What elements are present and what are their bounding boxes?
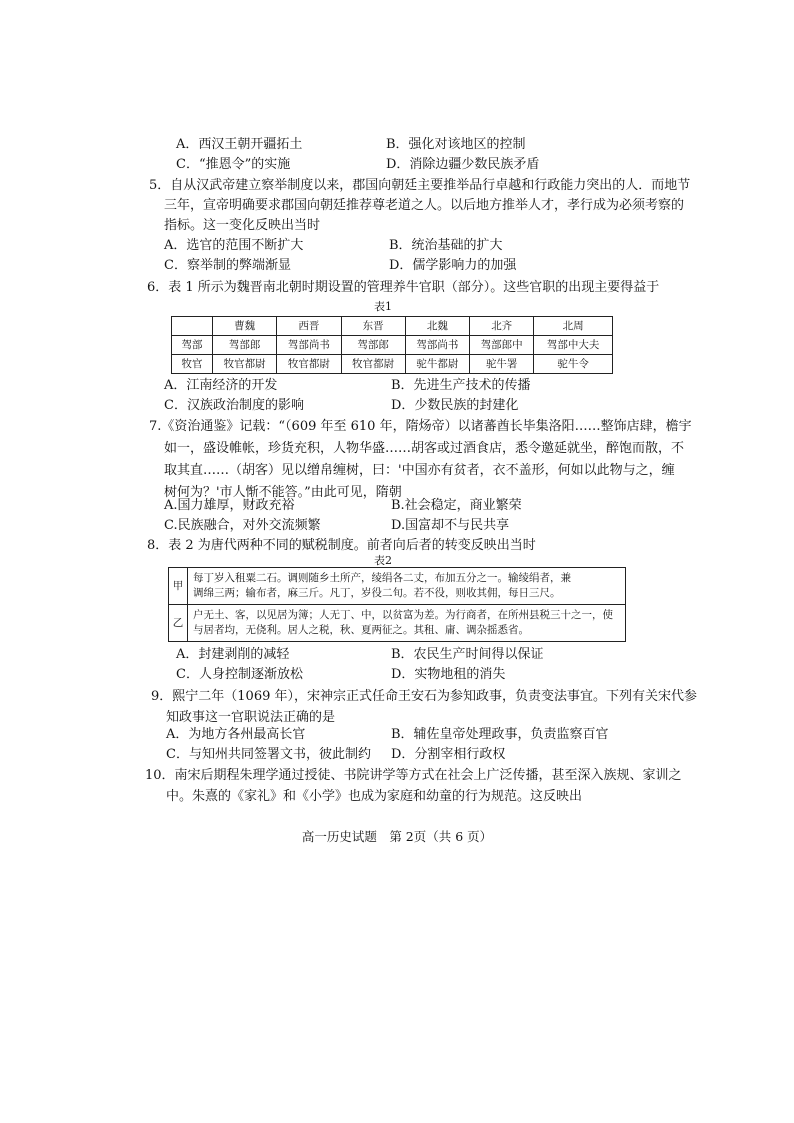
table-1-cell: 牧官都尉 (213, 355, 277, 374)
table-1-header-cell: 北齐 (470, 317, 534, 336)
q7-option-b: B.社会稳定，商业繁荣 (391, 498, 522, 513)
q7-stem-line-1: 7.《资治通鉴》记载：“（609 年至 610 年，隋炀帝）以诸蕃酋长毕集洛阳……整饰店肆，檐宇 (149, 419, 692, 434)
q9-stem-line-1: 9．熙宁二年（1069 年），宋神宗正式任命王安石为参知政事，负责变法事宜。下列有关宋代参 (151, 689, 697, 704)
q6-option-b: B．先进生产技术的传播 (391, 378, 531, 393)
q8-option-b: B．农民生产时间得以保证 (391, 647, 544, 662)
table-2-cell-line: 户无土、客，以见居为簿；人无丁、中，以贫富为差。为行商者，在所州县税三十之一，使 (193, 609, 613, 621)
q5-stem-line-2: 三年，宣帝明确要求郡国向朝廷推荐尊老道之人。以后地方推举人才，孝行成为必须考察的 (164, 198, 685, 213)
q9-option-a: A．为地方各州最高长官 (166, 727, 306, 742)
q7-option-d: D.国富却不与民共享 (391, 518, 510, 533)
q7-stem-line-4: 树何为？'市人惭不能答。”由此可见，隋朝 (164, 485, 402, 500)
q7-option-a: A.国力雄厚，财政充裕 (164, 498, 295, 513)
q5-option-a: A．选官的范围不断扩大 (164, 238, 304, 253)
q7-option-c: C.民族融合，对外交流频繁 (164, 518, 321, 533)
table-1-header-cell: 西晋 (277, 317, 341, 336)
table-1-cell: 驾部 (172, 336, 213, 355)
table-1-header-cell (172, 317, 213, 336)
q4-option-d: D．消除边疆少数民族矛盾 (386, 157, 540, 172)
table-1-cell: 驼牛都尉 (405, 355, 469, 374)
table-1-header-cell: 曹魏 (213, 317, 277, 336)
table-1-cell: 驾部尚书 (277, 336, 341, 355)
table-2-cell (188, 605, 626, 642)
table-1-cell: 驾部郎 (341, 336, 405, 355)
q8-stem: 8．表 2 为唐代两种不同的赋税制度。前者向后者的转变反映出当时 (147, 538, 536, 553)
q6-option-d: D．少数民族的封建化 (391, 398, 519, 413)
table-1-cell: 驾部尚书 (405, 336, 469, 355)
table-1-row (172, 355, 613, 374)
q5-stem-line-1: 5．自从汉武帝建立察举制度以来，郡国向朝廷主要推举品行卓越和行政能力突出的人．而地节 (149, 178, 691, 193)
table-1-row (172, 336, 613, 355)
q4-option-b: B．强化对该地区的控制 (386, 137, 526, 152)
q9-option-d: D．分割宰相行政权 (391, 747, 506, 762)
table-1-cell: 牧官都尉 (341, 355, 405, 374)
table-1-cell: 驼牛令 (534, 355, 613, 374)
q9-stem-line-2: 知政事这一官职说法正确的是 (166, 710, 336, 725)
table-1-cell: 驾部郎中 (470, 336, 534, 355)
q6-option-a: A．江南经济的开发 (164, 378, 278, 393)
q10-stem-line-2: 中。朱熹的《家礼》和《小学》也成为家庭和幼童的行为规范。这反映出 (166, 789, 583, 804)
table-2-cell-line: 与居者均，无侥利。居人之税，秋、夏两征之。其租、庸、调杂摇悉省。 (193, 624, 529, 636)
q5-option-c: C．察举制的弊端渐显 (164, 258, 291, 273)
table-1-header-row (172, 317, 613, 336)
table-2-cell-line: 每丁岁入租粟二石。调则随乡土所产，绫绢各二丈，布加五分之一。输绫绢者，兼 (193, 572, 571, 584)
q4-option-a: A．西汉王朝开疆拓土 (176, 137, 303, 152)
table-2-caption: 表2 (374, 554, 392, 567)
table-2-row-label: 乙 (169, 605, 188, 642)
q4-option-c: C．“推恩令”的实施 (176, 157, 291, 172)
q7-stem-line-3: 取其直……（胡客）见以缯帛缠树，曰：'中国亦有贫者，衣不盖形，何如以此物与之，缠 (164, 463, 675, 478)
table-1 (171, 316, 613, 374)
table-1-header-cell: 北周 (534, 317, 613, 336)
table-1-cell: 牧官 (172, 355, 213, 374)
table-2-row (169, 605, 626, 642)
table-2-cell-line: 调绵三两；输布者，麻三斤。凡丁，岁役二旬。若不役，则收其佣，每日三尺。 (193, 587, 561, 599)
q7-stem-line-2: 如一，盛设帷帐，珍货充积，人物华盛……胡客或过酒食店，悉令邀延就坐，醉饱而散，不 (164, 441, 685, 456)
table-1-cell: 牧官都尉 (277, 355, 341, 374)
table-1-cell: 驼牛署 (470, 355, 534, 374)
table-1-header-cell: 东晋 (341, 317, 405, 336)
q6-option-c: C．汉族政治制度的影响 (164, 398, 304, 413)
table-1-cell: 驾部中大夫 (534, 336, 613, 355)
q8-option-d: D．实物地租的消失 (391, 667, 506, 682)
table-2-row (169, 568, 626, 605)
table-1-header-cell: 北魏 (405, 317, 469, 336)
q8-option-a: A．封建剥削的减轻 (176, 647, 290, 662)
table-2-row-label: 甲 (169, 568, 188, 605)
table-2-cell (188, 568, 626, 605)
q8-option-c: C．人身控制逐渐放松 (176, 667, 303, 682)
q5-option-b: B．统治基础的扩大 (389, 238, 503, 253)
q9-option-b: B．辅佐皇帝处理政事，负责监察百官 (391, 727, 609, 742)
q5-option-d: D．儒学影响力的加强 (389, 258, 517, 273)
q6-stem: 6．表 1 所示为魏晋南北朝时期设置的管理养牛官职（部分）。这些官职的出现主要得益于 (147, 280, 660, 295)
q5-stem-line-3: 指标。这一变化反映出当时 (164, 218, 321, 233)
q10-stem-line-1: 10．南宋后期程朱理学通过授徒、书院讲学等方式在社会上广泛传播，甚至深入族规、家训之 (145, 768, 682, 783)
table-2 (168, 567, 626, 642)
table-1-cell: 驾部郎 (213, 336, 277, 355)
q9-option-c: C．与知州共同签署文书，彼此制约 (166, 747, 371, 762)
table-1-caption: 表1 (374, 300, 392, 313)
page-footer: 高一历史试题 第 2页（共 6 页） (301, 829, 493, 844)
